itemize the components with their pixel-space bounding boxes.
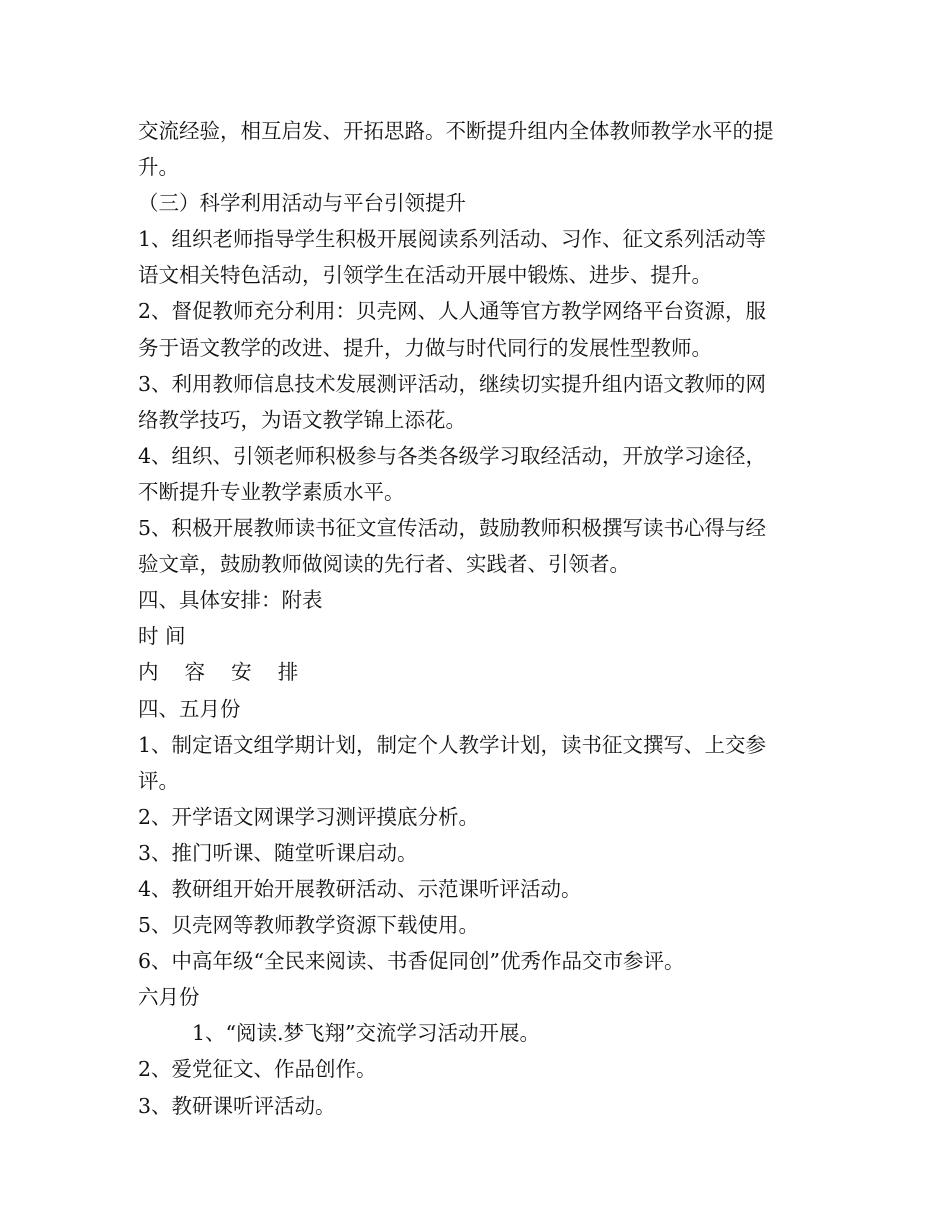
period-label: 六月份 xyxy=(138,985,200,1010)
list-item: 5、积极开展教师读书征文宣传活动，鼓励教师积极撰写读书心得与经 xyxy=(138,516,767,541)
list-item-continuation: 不断提升专业教学素质水平。 xyxy=(138,479,405,504)
list-item-continuation: 务于语文教学的改进、提升，力做与时代同行的发展性型教师。 xyxy=(138,335,712,360)
list-item-continuation: 验文章，鼓励教师做阅读的先行者、实践者、引领者。 xyxy=(138,552,630,577)
period-label: 四、五月份 xyxy=(138,696,241,721)
table-header-content: 内 容 安 排 xyxy=(138,660,299,685)
list-item: 3、利用教师信息技术发展测评活动，继续切实提升组内语文教师的网 xyxy=(138,371,767,396)
list-item: 1、“阅读.梦飞翔”交流学习活动开展。 xyxy=(192,1021,541,1046)
table-header-time: 时 间 xyxy=(138,624,186,649)
list-item-continuation: 评。 xyxy=(138,768,179,793)
list-item-continuation: 语文相关特色活动，引领学生在活动开展中锻炼、进步、提升。 xyxy=(138,263,712,288)
paragraph-line: 升。 xyxy=(138,155,179,180)
list-item: 3、教研课听评活动。 xyxy=(138,1093,336,1118)
section-heading: （三）科学利用活动与平台引领提升 xyxy=(138,191,466,216)
list-item: 2、督促教师充分利用：贝壳网、人人通等官方教学网络平台资源，服 xyxy=(138,299,767,324)
paragraph-line: 交流经验，相互启发、开拓思路。不断提升组内全体教师教学水平的提 xyxy=(138,119,774,143)
list-item: 1、制定语文组学期计划，制定个人教学计划，读书征文撰写、上交参 xyxy=(138,732,767,757)
list-item: 2、开学语文网课学习测评摸底分析。 xyxy=(138,804,480,829)
list-item: 4、组织、引领老师积极参与各类各级学习取经活动，开放学习途径， xyxy=(138,443,767,468)
document-body xyxy=(138,113,818,1124)
list-item: 6、中高年级“全民来阅读、书香促同创”优秀作品交市参评。 xyxy=(138,949,685,974)
section-heading: 四、具体安排：附表 xyxy=(138,588,323,613)
list-item: 3、推门听课、随堂听课启动。 xyxy=(138,840,418,865)
list-item: 5、贝壳网等教师教学资源下载使用。 xyxy=(138,913,480,938)
list-item: 2、爱党征文、作品创作。 xyxy=(138,1057,377,1082)
list-item: 1、组织老师指导学生积极开展阅读系列活动、习作、征文系列活动等 xyxy=(138,227,767,252)
list-item: 4、教研组开始开展教研活动、示范课听评活动。 xyxy=(138,876,582,901)
list-item-continuation: 络教学技巧，为语文教学锦上添花。 xyxy=(138,407,466,432)
